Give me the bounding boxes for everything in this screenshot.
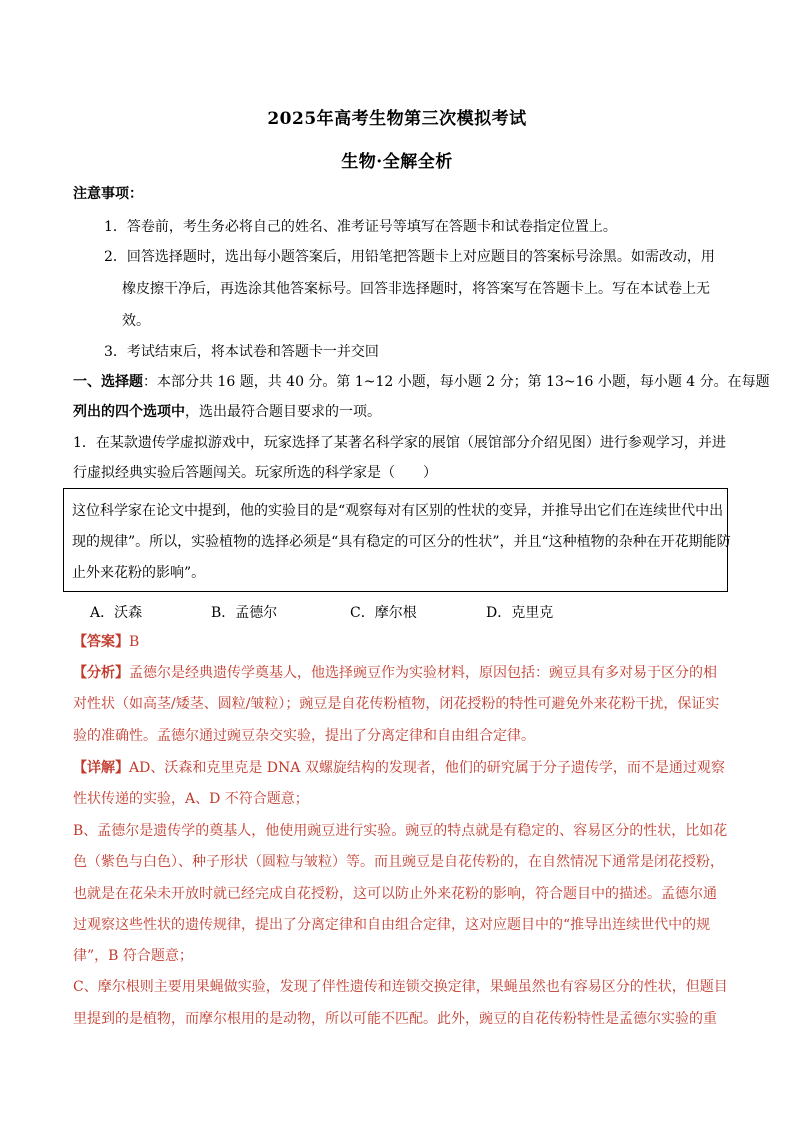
analysis-line-2: 对性状（如高茎/矮茎、圆粒/皱粒）；豌豆是自花传粉植物，闭花授粉的特性可避免外来花粉干扰，保证实 [73, 696, 720, 712]
detail-line-3: B、孟德尔是遗传学的奠基人，他使用豌豆进行实验。豌豆的特点就是有稳定的、容易区分的性状，比如花 [73, 823, 728, 839]
detail-line-9: 里提到的是植物，而摩尔根用的是动物，所以可能不匹配。此外，豌豆的自花传粉特性是孟德尔实验的重 [73, 1011, 717, 1027]
detail-line-1 [73, 758, 733, 778]
analysis-line-1 [73, 663, 733, 683]
page-title: 2025年高考生物第三次模拟考试 [267, 109, 527, 129]
notice-heading: 注意事项： [73, 186, 143, 202]
page-subtitle: 生物·全解全析 [341, 152, 453, 172]
detail-line-2: 性状传递的实验，A、D 不符合题意； [73, 791, 309, 807]
option-c: C．摩尔根 [350, 605, 417, 621]
section-heading-line-2 [73, 402, 733, 422]
detail-tag: 【详解】 [73, 760, 129, 776]
section-heading-rest-2: ，选出最符合题目要求的一项。 [185, 404, 381, 420]
notice-item-2-end: 效。 [122, 313, 150, 329]
section-heading-rest: ：本部分共 16 题，共 40 分。第 1~12 小题，每小题 2 分；第 13~16 小题，每小题 4 分。在每题 [143, 374, 770, 390]
option-a: A．沃森 [90, 605, 143, 621]
notice-item-1: 1．答卷前，考生务必将自己的姓名、准考证号等填写在答题卡和试卷指定位置上。 [104, 219, 617, 235]
analysis-tag: 【分析】 [73, 665, 129, 681]
detail-line-6: 过观察这些性状的遗传规律，提出了分离定律和自由组合定律，这对应题目中的“推导出连续世代中的规 [73, 917, 711, 933]
notice-item-2: 2．回答选择题时，选出每小题答案后，用铅笔把答题卡上对应题目的答案标号涂黑。如需改动，用 [104, 249, 715, 265]
answer-line [73, 632, 733, 652]
quote-line-1: 这位科学家在论文中提到，他的实验目的是“观察每对有区别的性状的变异，并推导出它们在连续世代中出 [72, 503, 724, 519]
answer-tag: 【答案】 [73, 634, 129, 650]
analysis-text-1: 孟德尔是经典遗传学奠基人，他选择豌豆作为实验材料，原因包括：豌豆具有多对易于区分的相 [129, 665, 717, 681]
answer-value: B [129, 634, 140, 650]
section-heading-line-1 [73, 372, 770, 392]
option-b: B．孟德尔 [211, 605, 278, 621]
question-stem-line-2: 行虚拟经典实验后答题闯关。玩家所选的科学家是（ ） [73, 465, 437, 481]
analysis-line-3: 验的准确性。孟德尔通过豌豆杂交实验，提出了分离定律和自由组合定律。 [73, 728, 535, 744]
question-quote-box [63, 488, 731, 592]
question-stem-line-1: 1．在某款遗传学虚拟游戏中，玩家选择了某著名科学家的展馆（展馆部分介绍见图）进行参观学习，并进 [73, 435, 726, 451]
detail-text-1: AD、沃森和克里克是 DNA 双螺旋结构的发现者，他们的研究属于分子遗传学，而不是通过观察 [129, 760, 725, 776]
detail-line-4: 色（紫色与白色）、种子形状（圆粒与皱粒）等。而且豌豆是自花传粉的，在自然情况下通常是闭花授粉， [73, 854, 724, 870]
quote-line-2: 现的规律”。所以，实验植物的选择必须是“具有稳定的可区分的性状”，并且“这种植物的杂种在开花期能防 [72, 534, 731, 550]
notice-item-2-cont: 橡皮擦干净后，再选涂其他答案标号。回答非选择题时，将答案写在答题卡上。写在本试卷上无 [122, 281, 710, 297]
section-heading-bold-2: 列出的四个选项中 [73, 404, 185, 420]
detail-line-5: 也就是在花朵未开放时就已经完成自花授粉，这可以防止外来花粉的影响，符合题目中的描述。孟德尔通 [73, 886, 717, 902]
detail-line-8: C、摩尔根则主要用果蝇做实验，发现了伴性遗传和连锁交换定律，果蝇虽然也有容易区分的性状，但题目 [73, 979, 728, 995]
quote-line-3: 止外来花粉的影响”。 [72, 565, 206, 581]
notice-item-3: 3．考试结束后，将本试卷和答题卡一并交回 [104, 344, 379, 360]
section-heading-bold: 一、选择题 [73, 374, 143, 390]
option-d: D．克里克 [486, 605, 554, 621]
detail-line-7: 律”，B 符合题意； [73, 948, 193, 964]
